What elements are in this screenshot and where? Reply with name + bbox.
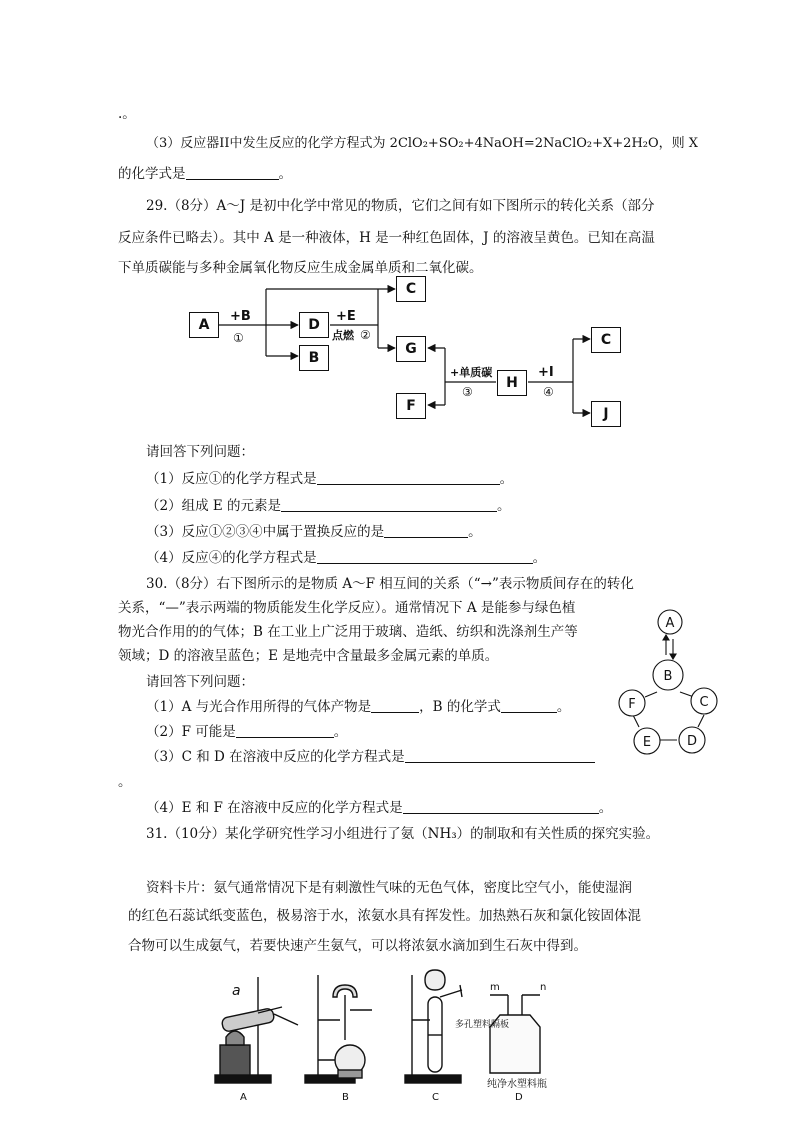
period: 。 xyxy=(598,800,613,816)
q29-q2 xyxy=(146,496,511,516)
label-port-m: m xyxy=(490,982,500,993)
q31-apparatus xyxy=(200,965,560,1105)
label-port-n: n xyxy=(540,982,547,993)
answer-blank[interactable] xyxy=(281,497,497,512)
label-ignite: 点燃 xyxy=(332,329,354,342)
label-step1: ① xyxy=(233,331,244,345)
node-g: G xyxy=(396,336,426,362)
label-porous-plate: 多孔塑料隔板 xyxy=(455,1020,510,1030)
q29-q1-text: （1）反应①的化学方程式是 xyxy=(146,471,317,487)
q29-q4-text: （4）反应④的化学方程式是 xyxy=(146,550,317,566)
label-step2: ② xyxy=(360,328,371,342)
apparatus-d xyxy=(490,995,540,1073)
top-fragment: .。 xyxy=(118,106,136,122)
node-d: D xyxy=(299,312,329,338)
node-b: B xyxy=(299,345,329,371)
node-j: J xyxy=(591,401,621,427)
answer-blank[interactable] xyxy=(371,698,419,713)
q28-3-prefix: 的化学式是 xyxy=(118,166,186,182)
node-f: F xyxy=(396,393,426,419)
q30-q2 xyxy=(146,722,347,742)
circle-label-b: B xyxy=(663,669,673,684)
node-h: H xyxy=(497,370,527,396)
q29-q2-text: （2）组成 E 的元素是 xyxy=(146,498,282,514)
info-card-line3: 合物可以生成氨气，若要快速产生氨气，可以将浓氨水滴加到生石灰中得到。 xyxy=(128,938,587,954)
answer-blank[interactable] xyxy=(317,549,533,564)
period: 。 xyxy=(468,524,482,540)
q30-q1 xyxy=(146,697,570,717)
period: 。 xyxy=(556,699,571,715)
label-bottle: 纯净水塑料瓶 xyxy=(487,1079,547,1090)
label-apparatus-c: C xyxy=(432,1092,439,1103)
q30-line2: 关系，“—”表示两端的物质能发生化学反应）。通常情况下 A 是能参与绿色植 xyxy=(118,600,576,616)
q29-q4 xyxy=(146,548,546,568)
q30-line4: 领域；D 的溶液呈蓝色；E 是地壳中含量最多金属元素的单质。 xyxy=(118,648,499,664)
circle-label-d: D xyxy=(686,734,698,749)
q30-line1: 30.（8分）右下图所示的是物质 A～F 相互间的关系（“→”表示物质间存在的转化 xyxy=(146,576,634,592)
info-card-line1: 资料卡片：氨气通常情况下是有刺激性气味的无色气体，密度比空气小，能使湿润 xyxy=(146,880,632,896)
answer-blank[interactable] xyxy=(236,723,334,738)
label-step3: ③ xyxy=(462,385,473,399)
answer-blank[interactable] xyxy=(405,748,595,763)
q31-line1: 31.（10分）某化学研究性学习小组进行了氨（NH₃）的制取和有关性质的探究实验。 xyxy=(146,826,660,842)
q29-line3: 下单质碳能与多种金属氧化物反应生成金属单质和二氧化碳。 xyxy=(118,260,483,276)
q30-q4 xyxy=(146,798,612,818)
q30-prompt: 请回答下列问题： xyxy=(146,674,254,690)
q29-flow-diagram xyxy=(0,0,794,440)
circle-label-c: C xyxy=(699,695,709,710)
label-apparatus-d: D xyxy=(515,1092,523,1103)
q29-line1: 29.（8分）A～J 是初中化学中常见的物质，它们之间有如下图所示的转化关系（部分 xyxy=(146,198,655,214)
q30-q2-text: （2）F 可能是 xyxy=(146,724,236,740)
label-plus-i: +I xyxy=(538,365,554,380)
period: 。 xyxy=(499,471,514,487)
label-apparatus-a: A xyxy=(240,1092,247,1103)
period: 。 xyxy=(333,724,348,740)
apparatus-b xyxy=(305,975,372,1083)
q30-relation-diagram xyxy=(600,600,730,760)
node-c-top: C xyxy=(396,276,426,302)
answer-blank[interactable] xyxy=(501,698,557,713)
period: 。 xyxy=(532,550,547,566)
label-plus-b: +B xyxy=(230,309,251,324)
answer-blank[interactable] xyxy=(317,470,500,485)
q30-q3-text: （3）C 和 D 在溶液中反应的化学方程式是 xyxy=(146,749,405,765)
q30-q3-end: 。 xyxy=(118,774,132,790)
label-a-mark: a xyxy=(232,983,241,999)
circle-label-a: A xyxy=(665,616,675,631)
q29-prompt: 请回答下列问题： xyxy=(146,444,254,460)
q29-q1 xyxy=(146,469,513,489)
q29-line2: 反应条件已略去）。其中 A 是一种液体，H 是一种红色固体，J 的溶液呈黄色。已知在高温 xyxy=(118,230,655,246)
period: 。 xyxy=(497,498,511,514)
answer-blank[interactable] xyxy=(403,799,599,814)
q30-q4-text: （4）E 和 F 在溶液中反应的化学方程式是 xyxy=(146,800,403,816)
node-a: A xyxy=(189,312,219,338)
label-plus-e: +E xyxy=(336,309,356,324)
q30-q1a-text: （1）A 与光合作用所得的气体产物是 xyxy=(146,699,372,715)
apparatus-c xyxy=(405,970,462,1083)
circle-label-f: F xyxy=(628,697,636,712)
q30-q3 xyxy=(146,747,595,767)
answer-blank[interactable] xyxy=(384,523,468,538)
node-c-right: C xyxy=(591,327,621,353)
circle-label-e: E xyxy=(642,735,652,750)
apparatus-a xyxy=(215,977,298,1083)
label-apparatus-b: B xyxy=(342,1092,349,1103)
q28-3-suffix: 。 xyxy=(278,166,292,182)
info-card-line2: 的红色石蕊试纸变蓝色，极易溶于水，浓氨水具有挥发性。加热熟石灰和氯化铵固体混 xyxy=(128,908,641,924)
q28-3-line1: （3）反应器II中发生反应的化学方程式为 2ClO₂+SO₂+4NaOH=2NaClO₂+X+2H₂O，则 X xyxy=(146,136,699,151)
label-step4: ④ xyxy=(543,385,554,399)
q29-q3-text: （3）反应①②③④中属于置换反应的是 xyxy=(146,524,385,540)
label-plus-carbon: +单质碳 xyxy=(450,366,493,379)
q30-line3: 物光合作用的的气体；B 在工业上广泛用于玻璃、造纸、纺织和洗涤剂生产等 xyxy=(118,624,578,640)
q29-q3 xyxy=(146,522,482,542)
q30-q1b-text: ，B 的化学式 xyxy=(419,699,501,715)
